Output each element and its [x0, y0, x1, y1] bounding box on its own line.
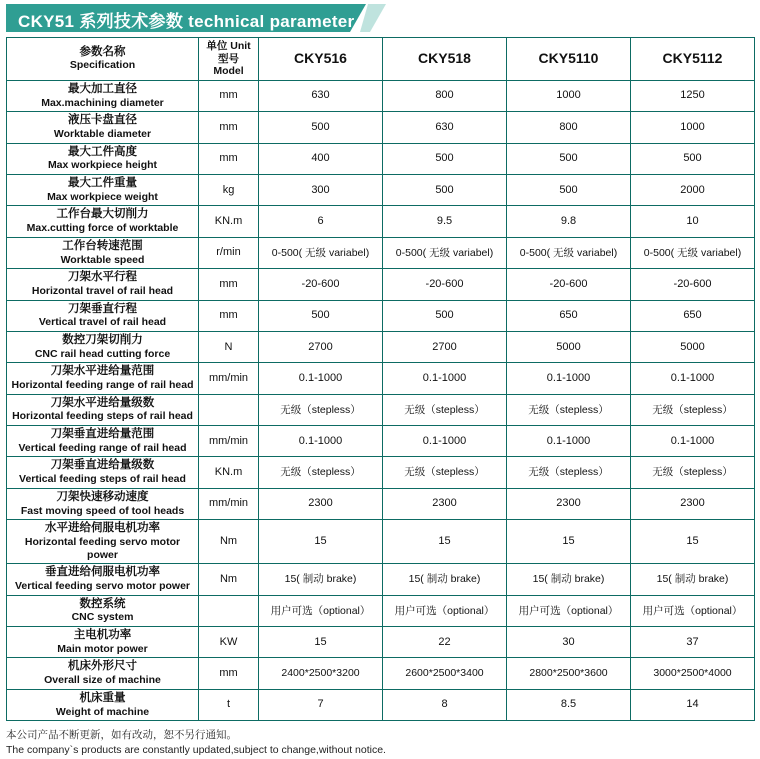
- row-parameter-cell: [7, 488, 199, 519]
- row-parameter-cn: 工作台转速范围: [62, 239, 143, 252]
- row-value-cell: 0.1-1000: [631, 426, 755, 457]
- row-value-cell: 1000: [507, 80, 631, 111]
- table-row: [7, 174, 755, 205]
- row-value-cell: 9.5: [383, 206, 507, 237]
- row-parameter-cn: 刀架水平行程: [68, 271, 137, 284]
- row-value-cell: 无级（stepless）: [631, 457, 755, 488]
- row-value-cell: 无级（stepless）: [383, 457, 507, 488]
- row-parameter-en: Max workpiece weight: [47, 190, 158, 203]
- row-value-cell: 15: [631, 520, 755, 564]
- row-value-cell: 8: [383, 689, 507, 720]
- row-value-cell: 1250: [631, 80, 755, 111]
- row-parameter-cn: 机床重量: [79, 691, 126, 704]
- header-unit-cn: 单位 Unit: [206, 40, 251, 52]
- row-unit-cell: Nm: [199, 564, 259, 595]
- row-value-cell: 7: [259, 689, 383, 720]
- row-parameter-en: Worktable diameter: [53, 127, 152, 140]
- header-model-cky516: CKY516: [259, 38, 383, 81]
- table-row: [7, 689, 755, 720]
- table-row: [7, 488, 755, 519]
- row-parameter-cell: [7, 112, 199, 143]
- header-model-cky5112: CKY5112: [631, 38, 755, 81]
- row-value-cell: 650: [507, 300, 631, 331]
- row-value-cell: 用户可选（optional）: [507, 595, 631, 626]
- row-value-cell: 800: [507, 112, 631, 143]
- row-parameter-cn: 垂直进给伺服电机功率: [45, 566, 160, 579]
- footer-note-en: The company`s products are constantly updated,subject to change,without notice.: [6, 744, 386, 757]
- row-parameter-en: CNC system: [71, 611, 134, 624]
- row-unit-cell: r/min: [199, 237, 259, 268]
- row-value-cell: 500: [507, 174, 631, 205]
- row-value-cell: 0.1-1000: [507, 426, 631, 457]
- row-value-cell: 650: [631, 300, 755, 331]
- row-value-cell: 30: [507, 627, 631, 658]
- banner-accent-shape: [360, 4, 386, 32]
- row-value-cell: 15( 制动 brake): [383, 564, 507, 595]
- row-value-cell: 15( 制动 brake): [507, 564, 631, 595]
- row-value-cell: 37: [631, 627, 755, 658]
- row-parameter-en: Horizontal feeding servo motor power: [24, 536, 181, 561]
- row-value-cell: 2300: [383, 488, 507, 519]
- row-value-cell: 2800*2500*3600: [507, 658, 631, 689]
- table-row: [7, 237, 755, 268]
- row-value-cell: 5000: [631, 331, 755, 362]
- row-unit-cell: t: [199, 689, 259, 720]
- row-parameter-en: Worktable speed: [60, 253, 145, 266]
- table-header-row: [7, 38, 755, 81]
- row-value-cell: 6: [259, 206, 383, 237]
- table-row: [7, 363, 755, 394]
- row-unit-cell: mm: [199, 112, 259, 143]
- row-parameter-cn: 刀架水平进给量级数: [50, 396, 155, 409]
- row-unit-cell: kg: [199, 174, 259, 205]
- row-value-cell: 2300: [259, 488, 383, 519]
- table-row: [7, 394, 755, 425]
- header-unit-cell: [199, 38, 259, 81]
- row-value-cell: 5000: [507, 331, 631, 362]
- row-parameter-cn: 液压卡盘直径: [68, 114, 137, 127]
- page-title: CKY51 系列技术参数 technical parameter: [18, 11, 355, 31]
- row-value-cell: 无级（stepless）: [383, 394, 507, 425]
- row-unit-cell: N: [199, 331, 259, 362]
- row-value-cell: 10: [631, 206, 755, 237]
- row-unit-cell: Nm: [199, 520, 259, 564]
- row-unit-cell: mm/min: [199, 426, 259, 457]
- row-value-cell: 0-500( 无级 variabel): [383, 237, 507, 268]
- row-value-cell: 0.1-1000: [631, 363, 755, 394]
- row-parameter-cell: [7, 627, 199, 658]
- row-value-cell: 2400*2500*3200: [259, 658, 383, 689]
- row-value-cell: 2300: [507, 488, 631, 519]
- header-parameter-cell: [7, 38, 199, 81]
- row-parameter-cn: 工作台最大切削力: [56, 208, 149, 221]
- table-row: [7, 595, 755, 626]
- row-parameter-cn: 刀架水平进给量范围: [50, 365, 155, 378]
- row-value-cell: 无级（stepless）: [259, 394, 383, 425]
- table-row: [7, 112, 755, 143]
- row-value-cell: 15: [259, 520, 383, 564]
- table-row: [7, 80, 755, 111]
- header-parameter-cn: 参数名称: [79, 45, 126, 58]
- row-parameter-cell: [7, 237, 199, 268]
- row-parameter-cell: [7, 80, 199, 111]
- row-value-cell: 500: [383, 174, 507, 205]
- row-value-cell: 15: [507, 520, 631, 564]
- row-value-cell: 0.1-1000: [507, 363, 631, 394]
- row-value-cell: 400: [259, 143, 383, 174]
- title-banner: [0, 4, 760, 34]
- row-unit-cell: mm/min: [199, 363, 259, 394]
- row-parameter-cn: 刀架快速移动速度: [56, 490, 149, 503]
- table-row: [7, 143, 755, 174]
- footer-note-cn: 本公司产品不断更新，如有改动，恕不另行通知。: [6, 729, 237, 742]
- row-parameter-cn: 水平进给伺服电机功率: [45, 522, 160, 535]
- row-value-cell: 500: [383, 300, 507, 331]
- row-value-cell: 0.1-1000: [383, 426, 507, 457]
- row-parameter-en: Max.machining diameter: [41, 96, 164, 109]
- row-unit-cell: [199, 595, 259, 626]
- row-parameter-cell: [7, 206, 199, 237]
- row-parameter-en: Overall size of machine: [44, 674, 161, 687]
- table-row: [7, 627, 755, 658]
- row-parameter-en: Main motor power: [57, 642, 148, 655]
- row-parameter-cell: [7, 394, 199, 425]
- row-parameter-cell: [7, 658, 199, 689]
- footer-notes: [6, 728, 760, 758]
- specification-table: [6, 37, 755, 721]
- row-value-cell: 9.8: [507, 206, 631, 237]
- row-parameter-en: Max.cutting force of worktable: [26, 222, 179, 235]
- row-unit-cell: mm: [199, 300, 259, 331]
- row-value-cell: 500: [631, 143, 755, 174]
- row-value-cell: 0-500( 无级 variabel): [507, 237, 631, 268]
- row-parameter-cn: 最大工件重量: [68, 176, 137, 189]
- row-parameter-cn: 最大加工直径: [68, 82, 137, 95]
- table-row: [7, 426, 755, 457]
- row-parameter-cell: [7, 174, 199, 205]
- row-parameter-cn: 数控刀架切削力: [62, 333, 143, 346]
- row-value-cell: 500: [383, 143, 507, 174]
- row-value-cell: 800: [383, 80, 507, 111]
- row-parameter-cell: [7, 300, 199, 331]
- row-value-cell: -20-600: [507, 269, 631, 300]
- row-parameter-cell: [7, 520, 199, 564]
- row-value-cell: 0.1-1000: [259, 363, 383, 394]
- table-row: [7, 520, 755, 564]
- row-value-cell: 500: [259, 112, 383, 143]
- table-row: [7, 658, 755, 689]
- row-parameter-en: Vertical feeding range of rail head: [18, 441, 187, 454]
- header-model-cky5110: CKY5110: [507, 38, 631, 81]
- row-parameter-en: Max workpiece height: [47, 159, 158, 172]
- row-value-cell: 15( 制动 brake): [631, 564, 755, 595]
- row-parameter-cell: [7, 595, 199, 626]
- row-value-cell: 2300: [631, 488, 755, 519]
- row-parameter-cell: [7, 363, 199, 394]
- row-value-cell: -20-600: [631, 269, 755, 300]
- row-parameter-en: Horizontal feeding steps of rail head: [12, 410, 193, 423]
- row-value-cell: -20-600: [259, 269, 383, 300]
- table-row: [7, 331, 755, 362]
- row-parameter-en: Horizontal travel of rail head: [31, 284, 174, 297]
- row-value-cell: 无级（stepless）: [631, 394, 755, 425]
- row-parameter-en: Horizontal feeding range of rail head: [11, 379, 194, 392]
- row-unit-cell: KW: [199, 627, 259, 658]
- row-parameter-cell: [7, 143, 199, 174]
- table-row: [7, 564, 755, 595]
- row-value-cell: 用户可选（optional）: [383, 595, 507, 626]
- row-value-cell: 0.1-1000: [383, 363, 507, 394]
- row-value-cell: 无级（stepless）: [507, 394, 631, 425]
- table-row: [7, 457, 755, 488]
- row-value-cell: 2600*2500*3400: [383, 658, 507, 689]
- table-row: [7, 269, 755, 300]
- row-parameter-cn: 机床外形尺寸: [68, 660, 137, 673]
- row-value-cell: 15: [259, 627, 383, 658]
- row-unit-cell: KN.m: [199, 206, 259, 237]
- row-value-cell: 1000: [631, 112, 755, 143]
- row-value-cell: 630: [383, 112, 507, 143]
- row-parameter-cell: [7, 689, 199, 720]
- row-parameter-en: Vertical travel of rail head: [38, 316, 167, 329]
- row-value-cell: 0-500( 无级 variabel): [631, 237, 755, 268]
- row-unit-cell: mm: [199, 269, 259, 300]
- row-value-cell: 3000*2500*4000: [631, 658, 755, 689]
- row-value-cell: 630: [259, 80, 383, 111]
- row-parameter-en: Fast moving speed of tool heads: [20, 504, 185, 517]
- row-value-cell: 0.1-1000: [259, 426, 383, 457]
- row-parameter-cn: 刀架垂直行程: [68, 302, 137, 315]
- row-unit-cell: mm: [199, 143, 259, 174]
- row-value-cell: 2000: [631, 174, 755, 205]
- table-row: [7, 300, 755, 331]
- row-unit-cell: KN.m: [199, 457, 259, 488]
- row-parameter-cell: [7, 269, 199, 300]
- table-body: [7, 80, 755, 720]
- row-value-cell: 300: [259, 174, 383, 205]
- spec-sheet-page: [0, 4, 760, 757]
- row-value-cell: 15( 制动 brake): [259, 564, 383, 595]
- row-value-cell: -20-600: [383, 269, 507, 300]
- row-unit-cell: mm: [199, 658, 259, 689]
- row-value-cell: 14: [631, 689, 755, 720]
- header-parameter-en: Specification: [69, 59, 136, 72]
- row-parameter-cell: [7, 457, 199, 488]
- row-value-cell: 2700: [259, 331, 383, 362]
- table-header: [7, 38, 755, 81]
- row-parameter-en: CNC rail head cutting force: [34, 347, 171, 360]
- row-value-cell: 8.5: [507, 689, 631, 720]
- row-parameter-cn: 刀架垂直进给量级数: [50, 459, 155, 472]
- row-parameter-cell: [7, 331, 199, 362]
- row-value-cell: 用户可选（optional）: [631, 595, 755, 626]
- row-value-cell: 0-500( 无级 variabel): [259, 237, 383, 268]
- row-value-cell: 500: [259, 300, 383, 331]
- row-parameter-cell: [7, 564, 199, 595]
- row-value-cell: 2700: [383, 331, 507, 362]
- row-unit-cell: mm: [199, 80, 259, 111]
- row-value-cell: 22: [383, 627, 507, 658]
- row-parameter-en: Vertical feeding servo motor power: [14, 580, 191, 593]
- row-parameter-cn: 刀架垂直进给量范围: [50, 428, 155, 441]
- row-unit-cell: [199, 394, 259, 425]
- row-value-cell: 500: [507, 143, 631, 174]
- row-parameter-en: Weight of machine: [55, 705, 150, 718]
- row-parameter-cn: 主电机功率: [73, 629, 132, 642]
- row-value-cell: 无级（stepless）: [259, 457, 383, 488]
- row-unit-cell: mm/min: [199, 488, 259, 519]
- row-value-cell: 15: [383, 520, 507, 564]
- row-parameter-cell: [7, 426, 199, 457]
- header-model-cky518: CKY518: [383, 38, 507, 81]
- header-unit-en: 型号 Model: [213, 52, 244, 78]
- row-parameter-cn: 数控系统: [79, 597, 126, 610]
- row-parameter-cn: 最大工件高度: [68, 145, 137, 158]
- row-value-cell: 无级（stepless）: [507, 457, 631, 488]
- table-row: [7, 206, 755, 237]
- row-parameter-en: Vertical feeding steps of rail head: [19, 473, 186, 486]
- row-value-cell: 用户可选（optional）: [259, 595, 383, 626]
